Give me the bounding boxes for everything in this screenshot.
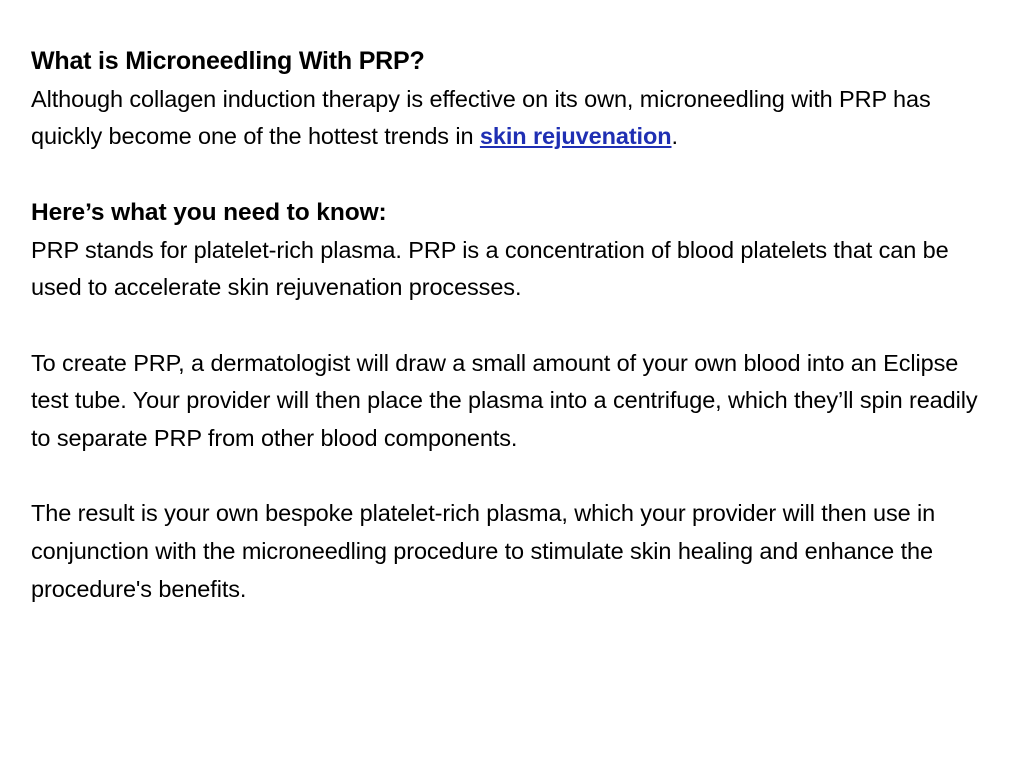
section-heading: Here’s what you need to know: <box>31 198 387 226</box>
result-paragraph: The result is your own bespoke platelet-rich plasma, which your provider will then use in conjunction with the microneedling procedure to stimulate skin healing and enhance the procedure's benefits. <box>31 500 936 602</box>
page-title: What is Microneedling With PRP? <box>31 47 425 75</box>
create-prp-section <box>31 345 996 458</box>
slide-content <box>31 43 996 609</box>
result-section <box>31 495 996 608</box>
create-prp-paragraph: To create PRP, a dermatologist will draw a small amount of your own blood into an Eclipse test tube. Your provider will then place the plasma into a centrifuge, which they’ll spin readily to separate PRP from other blood components. <box>31 349 978 451</box>
intro-section <box>31 43 996 156</box>
intro-paragraph <box>31 81 996 156</box>
skin-rejuvenation-link[interactable]: skin rejuvenation <box>479 123 672 150</box>
intro-text: Although collagen induction therapy is effective on its own, microneedling with PRP has quickly become one of the hottest trends in <box>31 85 931 150</box>
need-to-know-section <box>31 194 996 307</box>
prp-definition-paragraph: PRP stands for platelet-rich plasma. PRP is a concentration of blood platelets that can be used to accelerate skin rejuvenation processes. <box>31 236 949 301</box>
intro-text-end: . <box>671 123 678 150</box>
